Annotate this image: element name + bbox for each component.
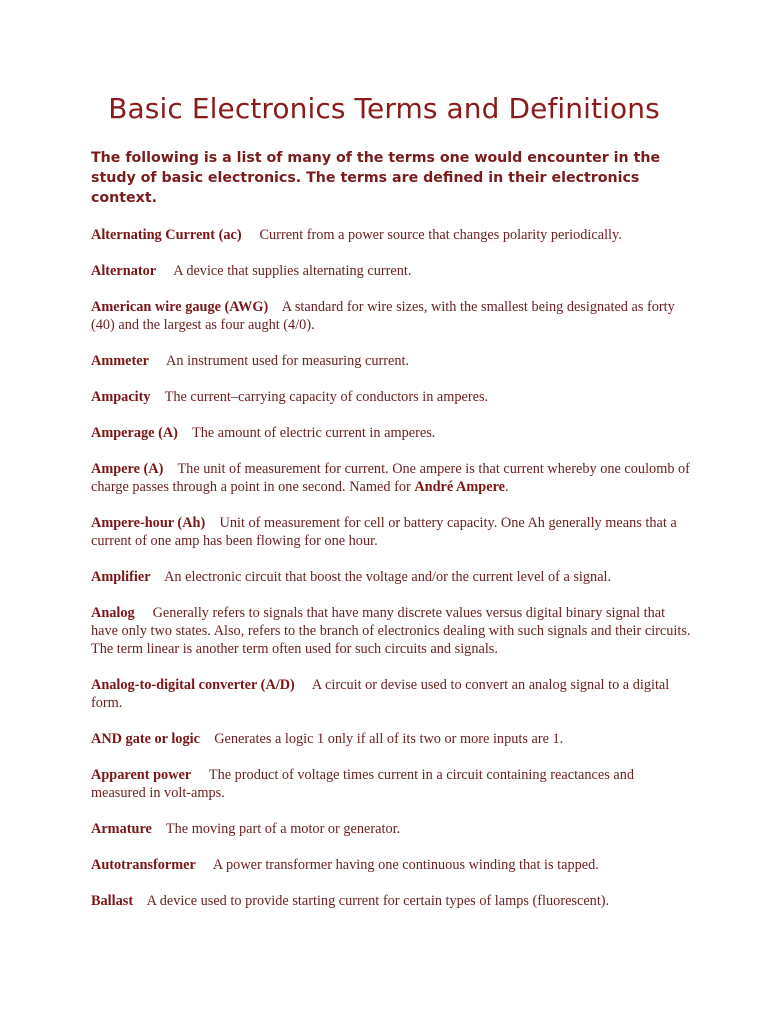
- glossary-entry: [91, 460, 691, 496]
- glossary-definition: The unit of measurement for current. One ampere is that current whereby one coulomb of charge passes through a point in one second. Named for: [91, 461, 690, 495]
- glossary-entry: [91, 262, 691, 280]
- glossary-entry: [91, 730, 691, 748]
- sentence-end: .: [505, 479, 509, 495]
- intro-paragraph: The following is a list of many of the terms one would encounter in the study of basic electronics. The terms are defined in their electronics context.: [91, 150, 661, 206]
- glossary-term: Ampere (A): [91, 461, 164, 477]
- glossary-entry: [91, 676, 691, 712]
- glossary-definition: Unit of measurement for cell or battery capacity. One Ah generally means that a current of one amp has been flowing for one hour.: [91, 515, 677, 549]
- glossary-entry: [91, 514, 691, 550]
- glossary-definition: An electronic circuit that boost the voltage and/or the current level of a signal.: [164, 569, 612, 585]
- glossary-term: AND gate or logic: [91, 731, 200, 747]
- glossary-definition: The moving part of a motor or generator.: [165, 821, 401, 837]
- glossary-entry: [91, 766, 691, 802]
- glossary-list: [91, 226, 691, 928]
- glossary-entry: [91, 820, 691, 838]
- glossary-definition: The amount of electric current in amperes.: [192, 425, 436, 441]
- glossary-term: Apparent power: [91, 767, 192, 783]
- glossary-entry: [91, 388, 691, 406]
- glossary-term: Alternator: [91, 263, 157, 279]
- glossary-definition: The product of voltage times current in a circuit containing reactances and measured in volt-amps.: [91, 767, 635, 801]
- glossary-term: Amplifier: [91, 569, 151, 585]
- glossary-term: American wire gauge (AWG): [91, 299, 269, 315]
- glossary-definition: A power transformer having one continuous winding that is tapped.: [212, 857, 599, 873]
- glossary-term: Autotransformer: [91, 857, 196, 873]
- glossary-term: Ampere-hour (Ah): [91, 515, 206, 531]
- glossary-term: Alternating Current (ac): [91, 227, 242, 243]
- glossary-term: Ballast: [91, 893, 134, 909]
- glossary-entry: [91, 604, 691, 658]
- glossary-definition: A device that supplies alternating current.: [173, 263, 412, 279]
- glossary-term: Armature: [91, 821, 152, 837]
- glossary-definition: Generally refers to signals that have many discrete values versus digital binary signal that have only two states. Also, refers to the branch of electronics dealing with such signals and their circuits. The term linear is another term often used for such circuits and signals.: [91, 605, 691, 657]
- glossary-term: Amperage (A): [91, 425, 178, 441]
- glossary-definition: The current–carrying capacity of conductors in amperes.: [164, 389, 489, 405]
- glossary-term: Analog-to-digital converter (A/D): [91, 677, 295, 693]
- page-title: Basic Electronics Terms and Definitions: [108, 92, 660, 125]
- glossary-entry: [91, 352, 691, 370]
- glossary-entry: [91, 568, 691, 586]
- glossary-term: Ammeter: [91, 353, 149, 369]
- glossary-definition: A circuit or devise used to convert an analog signal to a digital form.: [91, 677, 670, 711]
- glossary-definition: Generates a logic 1 only if all of its two or more inputs are 1.: [214, 731, 564, 747]
- glossary-definition: Current from a power source that changes polarity periodically.: [259, 227, 622, 243]
- glossary-entry: [91, 424, 691, 442]
- glossary-definition: A standard for wire sizes, with the smallest being designated as forty (40) and the largest as four aught (4/0).: [91, 299, 675, 333]
- glossary-entry: [91, 226, 691, 244]
- glossary-entry: [91, 856, 691, 874]
- inventor-name: André Ampere: [414, 479, 505, 495]
- glossary-definition: A device used to provide starting current for certain types of lamps (fluorescent).: [146, 893, 610, 909]
- glossary-entry: [91, 298, 691, 334]
- glossary-definition: An instrument used for measuring current.: [166, 353, 410, 369]
- glossary-entry: [91, 892, 691, 910]
- glossary-term: Ampacity: [91, 389, 151, 405]
- glossary-term: Analog: [91, 605, 135, 621]
